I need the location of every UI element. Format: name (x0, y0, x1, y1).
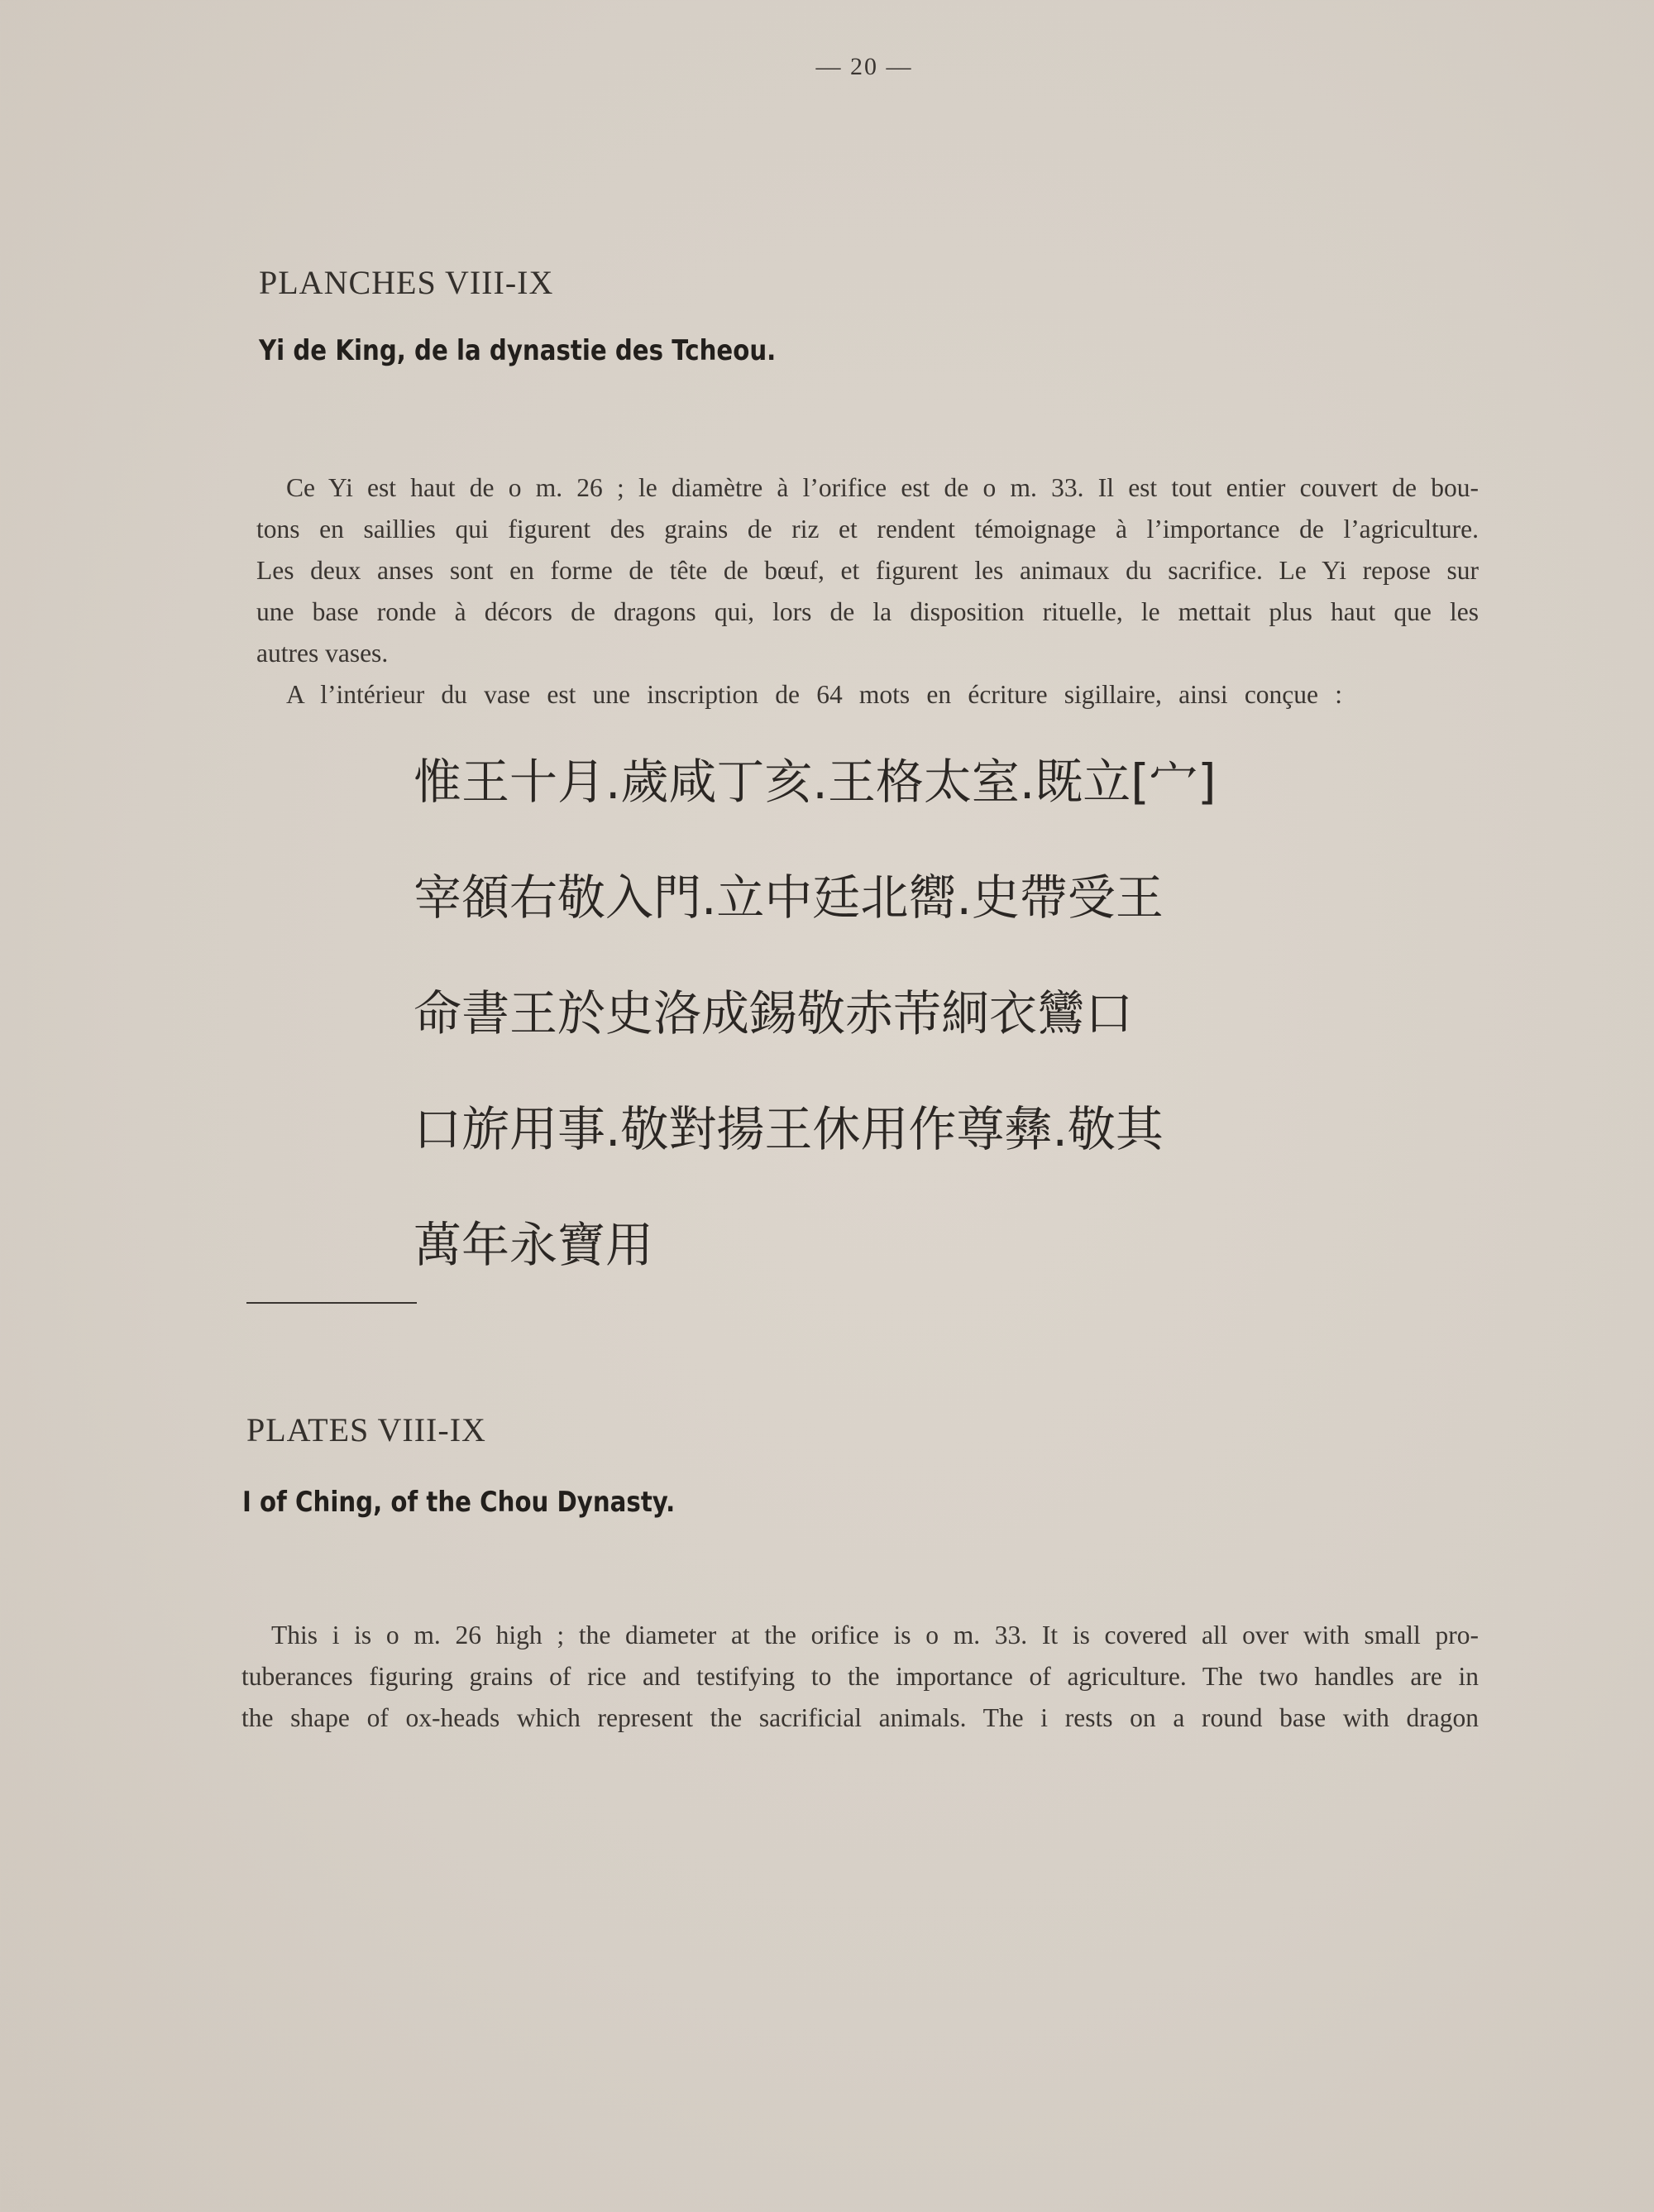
english-line-3: the shape of ox-heads which represent the sacrificial animals. The i rests on a round base with dragon (241, 1703, 1479, 1732)
english-subtitle: I of Ching, of the Chou Dynasty. (242, 1486, 676, 1519)
french-subtitle: Yi de King, de la dynastie des Tcheou. (259, 334, 777, 367)
inscription-block (414, 720, 1323, 1299)
english-paragraph (241, 1615, 1479, 1739)
french-line-2: tons en saillies qui figurent des grains de riz et rendent témoignage à l’importance de l’agriculture. (256, 515, 1479, 543)
inscription-row: 宰頟右敬入門.立中廷北嚮.史帶受王 (414, 869, 1164, 926)
english-line-1: This i is o m. 26 high ; the diameter at the orifice is o m. 33. It is covered all over with small pro- (271, 1621, 1479, 1649)
inscription-row: 命書王於史洛成錫敬赤芾絅衣鸞口 (414, 985, 1134, 1041)
french-paragraph (256, 467, 1479, 716)
inscription-row: 萬年永寶用 (414, 1217, 654, 1273)
inscription-row: 口旂用事.敬對揚王休用作尊彝.敬其 (414, 1101, 1164, 1157)
french-line-3: Les deux anses sont en forme de tête de bœuf, et figurent les animaux du sacrifice. Le Yi repose sur (256, 556, 1479, 585)
section-divider (246, 1302, 417, 1304)
french-line-5: autres vases. (256, 639, 389, 668)
french-line-4: une base ronde à décors de dragons qui, lors de la disposition rituelle, le mettait plus haut que les (256, 597, 1479, 626)
page-number: — 20 — (815, 53, 913, 80)
english-heading: PLATES VIII-IX (246, 1411, 486, 1448)
inscription-row: 惟王十月.歲咸丁亥.王格太室.既立[宀] (414, 754, 1217, 810)
french-line-1: Ce Yi est haut de o m. 26 ; le diamètre à l’orifice est de o m. 33. Il est tout entier couvert de bou- (286, 473, 1479, 502)
inscription-intro: A l’intérieur du vase est une inscription de 64 mots en écriture sigillaire, ainsi conçue : (286, 680, 1342, 709)
french-heading: PLANCHES VIII-IX (259, 264, 554, 301)
english-line-2: tuberances figuring grains of rice and testifying to the importance of agriculture. The two handles are in (241, 1662, 1479, 1691)
